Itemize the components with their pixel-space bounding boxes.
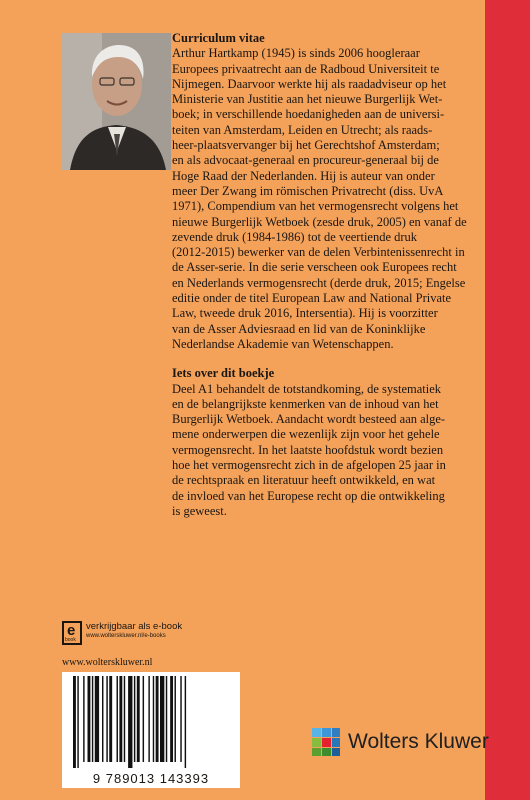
barcode-bar — [153, 676, 154, 762]
barcode-bar — [137, 676, 140, 762]
barcode-bar — [73, 676, 76, 768]
about-line: mene onderwerpen die wezenlijk zijn voor het gehele — [172, 427, 440, 442]
barcode-bar — [77, 676, 78, 768]
publisher-website[interactable]: www.wolterskluwer.nl — [62, 657, 153, 668]
cv-line: van de Asser Adviesraad en lid van de Koninklijke — [172, 321, 426, 336]
barcode-bar — [156, 676, 159, 762]
publisher-name: Wolters Kluwer — [348, 730, 489, 753]
barcode-bar — [143, 676, 144, 762]
cv-line: zevende druk (1984-1986) tot de veertiende druk — [172, 229, 418, 244]
wolters-kluwer-logo-icon — [311, 727, 341, 757]
barcode-bar — [106, 676, 107, 762]
cv-line: Europees privaatrecht aan de Radboud Universiteit te — [172, 61, 440, 76]
about-line: de invloed van het Europese recht op die ontwikkeling — [172, 488, 445, 503]
cv-line: en Nederlands vermogensrecht (derde druk, 2015; Engelse — [172, 275, 466, 290]
cv-line: meer Der Zwang im römischen Privatrecht (diss. UvA — [172, 183, 444, 198]
cv-line: boek; in verschillende hoedanigheden aan de universi- — [172, 107, 445, 122]
barcode-bar — [95, 676, 99, 762]
about-heading: Iets over dit boekje — [172, 366, 275, 381]
cv-line: Law, tweede druk 2016, Intersentia). Hij is voorzitter — [172, 306, 438, 321]
about-line: de rechtspraak en literatuur heeft ontwikkeld, en wat — [172, 473, 436, 488]
about-line: hoe het vermogensrecht zich in de afgelopen 25 jaar in — [172, 458, 446, 473]
barcode-bar — [124, 676, 125, 762]
barcode-bar — [83, 676, 84, 762]
cv-line: 1971), Compendium van het vermogensrecht volgens het — [172, 199, 459, 214]
author-photo — [62, 33, 171, 170]
barcode-bar — [148, 676, 149, 762]
about-line: Deel A1 behandelt de totstandkoming, de systematiek — [172, 381, 442, 396]
ebook-url[interactable]: www.wolterskluwer.nl/e-books — [86, 633, 166, 639]
barcode-bar — [117, 676, 118, 762]
cv-line: Hoge Raad der Nederlanden. Hij is auteur van onder — [172, 168, 435, 183]
ebook-label: verkrijgbaar als e-book — [86, 621, 183, 632]
isbn-barcode — [62, 672, 240, 788]
about-section — [172, 366, 479, 519]
about-line: vermogensrecht. In het laatste hoofdstuk wordt bezien — [172, 442, 444, 457]
back-cover-text — [172, 31, 479, 533]
cv-line: Arthur Hartkamp (1945) is sinds 2006 hoogleraar — [172, 46, 420, 61]
cv-line: Nederlandse Akademie van Wetenschappen. — [172, 336, 394, 351]
barcode-bar — [160, 676, 164, 762]
barcode-bar — [166, 676, 167, 762]
barcode-bar — [102, 676, 103, 762]
cv-line: editie onder de titel European Law and National Private — [172, 291, 452, 306]
barcode-bar — [170, 676, 173, 762]
barcode-bar — [109, 676, 112, 762]
barcode-bar — [128, 676, 132, 768]
cv-line: Nijmegen. Daarvoor werkte hij als raadadviseur op het — [172, 76, 447, 91]
barcode-bar — [185, 676, 186, 768]
cv-line: heer-plaatsvervanger bij het Gerechtshof Amsterdam; — [172, 138, 440, 153]
barcode-bar — [134, 676, 135, 762]
publisher-logo — [311, 727, 489, 757]
cv-section — [172, 31, 479, 352]
ebook-availability — [62, 621, 262, 647]
barcode-bar — [92, 676, 93, 762]
red-spine-strip — [485, 0, 530, 800]
cv-line: de Asser-serie. In die serie verscheen ook Europees recht — [172, 260, 457, 275]
barcode-bars — [71, 676, 231, 768]
barcode-bar — [175, 676, 176, 762]
cv-line: teiten van Amsterdam, Leiden en Utrecht; als raads- — [172, 122, 433, 137]
isbn-digits: 9 789013 143393 — [92, 771, 210, 786]
about-line: is geweest. — [172, 503, 227, 518]
cv-line: en als advocaat-generaal en procureur-generaal bij de — [172, 153, 439, 168]
barcode-bar — [119, 676, 122, 762]
cv-line: nieuwe Burgerlijk Wetboek (zesde druk, 2005) en vanaf de — [172, 214, 467, 229]
ebook-icon: e book — [62, 621, 82, 645]
barcode-bar — [88, 676, 91, 762]
cv-line: (2012-2015) bewerker van de delen Verbintenissenrecht in — [172, 245, 465, 260]
about-line: en de belangrijkste kenmerken van de inhoud van het — [172, 396, 439, 411]
about-line: Burgerlijk Wetboek. Aandacht wordt besteed aan alge- — [172, 412, 446, 427]
cv-heading: Curriculum vitae — [172, 31, 265, 45]
cv-line: Ministerie van Justitie aan het nieuwe Burgerlijk Wet- — [172, 92, 443, 107]
barcode-bar — [180, 676, 181, 762]
